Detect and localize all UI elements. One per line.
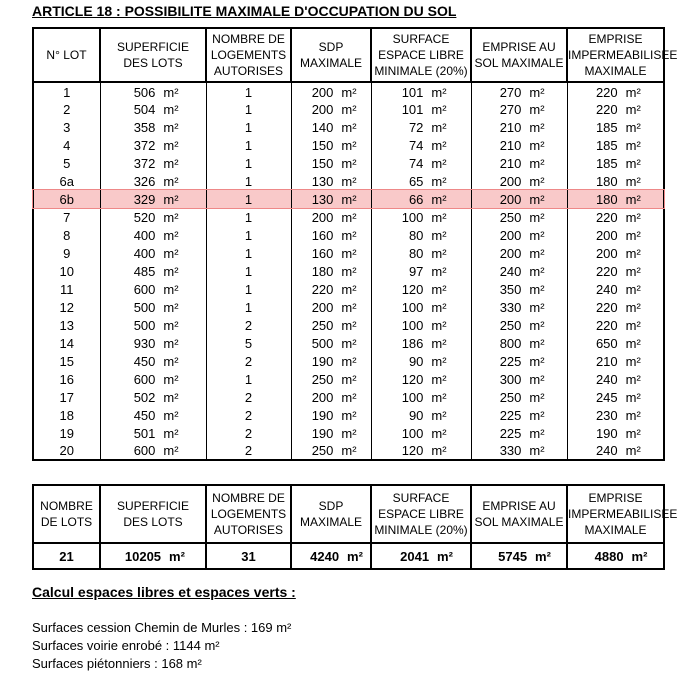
cell-emp: 200 m²: [471, 244, 567, 262]
cell-emp: 330 m²: [471, 298, 567, 316]
cell-lot: 9: [33, 244, 100, 262]
cell-lot: 2: [33, 100, 100, 118]
cell-imp: 220 m²: [567, 316, 664, 334]
cell-esp: 72 m²: [371, 118, 471, 136]
table-row: [33, 424, 664, 442]
table-row: [33, 136, 664, 154]
cell-sup: 400 m²: [100, 226, 206, 244]
cell-esp: 101 m²: [371, 100, 471, 118]
cell-sdp: 200 m²: [291, 100, 371, 118]
cell-esp: 100 m²: [371, 316, 471, 334]
cell-esp: 65 m²: [371, 172, 471, 190]
cell-esp: 100 m²: [371, 298, 471, 316]
lots-header-4: SURFACE ESPACE LIBRE MINIMALE (20%): [371, 28, 471, 82]
cell-lot: 15: [33, 352, 100, 370]
cell-sup: 372 m²: [100, 154, 206, 172]
table-row: [33, 190, 664, 208]
cell-imp: 245 m²: [567, 388, 664, 406]
cell-esp: 74 m²: [371, 136, 471, 154]
cell-emp: 225 m²: [471, 352, 567, 370]
cell-sup: 502 m²: [100, 388, 206, 406]
cell-imp: 185 m²: [567, 154, 664, 172]
cell-log: 1: [206, 118, 291, 136]
cell-sdp: 190 m²: [291, 352, 371, 370]
cell-sdp: 500 m²: [291, 334, 371, 352]
cell-esp: 80 m²: [371, 226, 471, 244]
cell-sup: 372 m²: [100, 136, 206, 154]
totals-header-3: SDP MAXIMALE: [291, 485, 371, 543]
lots-table: [32, 27, 678, 461]
cell-emp: 330 m²: [471, 442, 567, 460]
cell-imp: 185 m²: [567, 118, 664, 136]
totals-table: [32, 484, 678, 570]
cell-imp: 200 m²: [567, 226, 664, 244]
cell-lot: 17: [33, 388, 100, 406]
cell-imp: 240 m²: [567, 442, 664, 460]
cell-sdp: 160 m²: [291, 226, 371, 244]
cell-emp: 210 m²: [471, 118, 567, 136]
table-row: [33, 406, 664, 424]
cell-lot: 16: [33, 370, 100, 388]
cell-emp: 210 m²: [471, 136, 567, 154]
cell-lot: 5: [33, 154, 100, 172]
cell-lot: 6b: [33, 190, 100, 208]
table-row: [33, 352, 664, 370]
totals-header-1: SUPERFICIE DES LOTS: [100, 485, 206, 543]
cell-log: 1: [206, 136, 291, 154]
cell-imp: 180 m²: [567, 172, 664, 190]
cell-sup: 600 m²: [100, 370, 206, 388]
cell-sdp: 160 m²: [291, 244, 371, 262]
cell-sup: 400 m²: [100, 244, 206, 262]
table-row: [33, 208, 664, 226]
cell-sdp: 150 m²: [291, 136, 371, 154]
lots-header-6: EMPRISE IMPERMEABILISEE MAXIMALE: [567, 28, 664, 82]
cell-emp: 350 m²: [471, 280, 567, 298]
cell-sup: 450 m²: [100, 352, 206, 370]
cell-imp: 180 m²: [567, 190, 664, 208]
table-row: [33, 244, 664, 262]
cell-sdp: 130 m²: [291, 190, 371, 208]
cell-esp: 101 m²: [371, 82, 471, 100]
cell-sdp: 140 m²: [291, 118, 371, 136]
cell-emp: 270 m²: [471, 100, 567, 118]
cell-log: 1: [206, 208, 291, 226]
cession-line: Surfaces cession Chemin de Murles : 169 m²: [32, 620, 292, 635]
table-row: [33, 226, 664, 244]
totals-header-6: EMPRISE IMPERMEABILISEE MAXIMALE: [567, 485, 664, 543]
cell-esp: 120 m²: [371, 280, 471, 298]
cell-esp: 120 m²: [371, 370, 471, 388]
section-title: Calcul espaces libres et espaces verts :: [32, 584, 296, 600]
lots-header-1: SUPERFICIE DES LOTS: [100, 28, 206, 82]
table-row: [33, 370, 664, 388]
cell-lot: 3: [33, 118, 100, 136]
cell-log: 1: [206, 190, 291, 208]
cell-imp: 240 m²: [567, 370, 664, 388]
cell-sup: 485 m²: [100, 262, 206, 280]
article-title: ARTICLE 18 : POSSIBILITE MAXIMALE D'OCCUPATION DU SOL: [32, 3, 457, 19]
cell-log: 1: [206, 262, 291, 280]
table-row: [33, 298, 664, 316]
table-row: [33, 100, 664, 118]
cell-log: 2: [206, 442, 291, 460]
cell-emp: 5745 m²: [471, 543, 567, 569]
cell-lot: 13: [33, 316, 100, 334]
cell-log: 1: [206, 244, 291, 262]
cell-lots-count: 21: [33, 543, 100, 569]
pietonniers-line: Surfaces piétonniers : 168 m²: [32, 656, 202, 671]
cell-sup: 501 m²: [100, 424, 206, 442]
table-row: [33, 118, 664, 136]
cell-log: 2: [206, 352, 291, 370]
cell-sup: 504 m²: [100, 100, 206, 118]
cell-sdp: 130 m²: [291, 172, 371, 190]
cell-sup: 450 m²: [100, 406, 206, 424]
cell-sdp: 250 m²: [291, 316, 371, 334]
cell-esp: 66 m²: [371, 190, 471, 208]
cell-lot: 11: [33, 280, 100, 298]
cell-log: 31: [206, 543, 291, 569]
cell-emp: 240 m²: [471, 262, 567, 280]
table-row: [33, 334, 664, 352]
cell-imp: 4880 m²: [567, 543, 664, 569]
cell-esp: 100 m²: [371, 424, 471, 442]
voirie-line: Surfaces voirie enrobé : 1144 m²: [32, 638, 220, 653]
cell-sdp: 4240 m²: [291, 543, 371, 569]
totals-header-0: NOMBRE DE LOTS: [33, 485, 100, 543]
cell-sdp: 200 m²: [291, 298, 371, 316]
cell-imp: 190 m²: [567, 424, 664, 442]
cell-lot: 20: [33, 442, 100, 460]
cell-lot: 6a: [33, 172, 100, 190]
cell-esp: 90 m²: [371, 406, 471, 424]
cell-emp: 200 m²: [471, 190, 567, 208]
cell-sdp: 220 m²: [291, 280, 371, 298]
cell-imp: 220 m²: [567, 82, 664, 100]
cell-emp: 200 m²: [471, 172, 567, 190]
cell-emp: 250 m²: [471, 316, 567, 334]
cell-emp: 270 m²: [471, 82, 567, 100]
lots-header-3: SDP MAXIMALE: [291, 28, 371, 82]
totals-header-2: NOMBRE DE LOGEMENTS AUTORISES: [206, 485, 291, 543]
cell-esp: 100 m²: [371, 388, 471, 406]
cell-log: 1: [206, 226, 291, 244]
cell-log: 1: [206, 280, 291, 298]
cell-sup: 500 m²: [100, 316, 206, 334]
totals-header-4: SURFACE ESPACE LIBRE MINIMALE (20%): [371, 485, 471, 543]
cell-esp: 97 m²: [371, 262, 471, 280]
table-row: [33, 316, 664, 334]
cell-log: 1: [206, 82, 291, 100]
cell-sup: 600 m²: [100, 280, 206, 298]
cell-imp: 185 m²: [567, 136, 664, 154]
cell-sdp: 200 m²: [291, 388, 371, 406]
cell-sdp: 200 m²: [291, 208, 371, 226]
cell-imp: 220 m²: [567, 208, 664, 226]
cell-lot: 4: [33, 136, 100, 154]
cell-emp: 200 m²: [471, 226, 567, 244]
cell-imp: 240 m²: [567, 280, 664, 298]
cell-emp: 225 m²: [471, 406, 567, 424]
cell-imp: 220 m²: [567, 100, 664, 118]
cell-sdp: 250 m²: [291, 442, 371, 460]
totals-header-5: EMPRISE AU SOL MAXIMALE: [471, 485, 567, 543]
cell-sdp: 200 m²: [291, 82, 371, 100]
cell-lot: 8: [33, 226, 100, 244]
cell-lot: 18: [33, 406, 100, 424]
cell-esp: 100 m²: [371, 208, 471, 226]
table-row: [33, 442, 664, 460]
cell-log: 1: [206, 154, 291, 172]
cell-esp: 80 m²: [371, 244, 471, 262]
cell-esp: 186 m²: [371, 334, 471, 352]
cell-log: 1: [206, 370, 291, 388]
cell-sdp: 190 m²: [291, 406, 371, 424]
cell-lot: 19: [33, 424, 100, 442]
lots-header-2: NOMBRE DE LOGEMENTS AUTORISES: [206, 28, 291, 82]
table-row: [33, 262, 664, 280]
cell-sdp: 190 m²: [291, 424, 371, 442]
cell-sup: 329 m²: [100, 190, 206, 208]
cell-log: 2: [206, 316, 291, 334]
cell-lot: 7: [33, 208, 100, 226]
cell-emp: 210 m²: [471, 154, 567, 172]
table-row: [33, 280, 664, 298]
cell-sdp: 180 m²: [291, 262, 371, 280]
cell-sdp: 250 m²: [291, 370, 371, 388]
cell-imp: 230 m²: [567, 406, 664, 424]
cell-log: 5: [206, 334, 291, 352]
cell-lot: 12: [33, 298, 100, 316]
cell-sup: 600 m²: [100, 442, 206, 460]
lots-header-5: EMPRISE AU SOL MAXIMALE: [471, 28, 567, 82]
cell-esp: 2041 m²: [371, 543, 471, 569]
cell-sup: 10205 m²: [100, 543, 206, 569]
cell-imp: 210 m²: [567, 352, 664, 370]
cell-sup: 506 m²: [100, 82, 206, 100]
cell-emp: 300 m²: [471, 370, 567, 388]
table-row: [33, 172, 664, 190]
table-row: [33, 388, 664, 406]
cell-log: 1: [206, 100, 291, 118]
cell-log: 2: [206, 424, 291, 442]
cell-emp: 250 m²: [471, 208, 567, 226]
cell-esp: 74 m²: [371, 154, 471, 172]
cell-log: 2: [206, 406, 291, 424]
cell-log: 1: [206, 298, 291, 316]
cell-sup: 520 m²: [100, 208, 206, 226]
cell-imp: 200 m²: [567, 244, 664, 262]
cell-emp: 800 m²: [471, 334, 567, 352]
table-row: [33, 82, 664, 100]
cell-sup: 930 m²: [100, 334, 206, 352]
totals-row: [33, 543, 664, 569]
cell-log: 2: [206, 388, 291, 406]
cell-log: 1: [206, 172, 291, 190]
cell-sup: 358 m²: [100, 118, 206, 136]
cell-imp: 220 m²: [567, 298, 664, 316]
table-row: [33, 154, 664, 172]
cell-emp: 225 m²: [471, 424, 567, 442]
cell-sdp: 150 m²: [291, 154, 371, 172]
cell-emp: 250 m²: [471, 388, 567, 406]
cell-imp: 650 m²: [567, 334, 664, 352]
cell-esp: 120 m²: [371, 442, 471, 460]
cell-sup: 326 m²: [100, 172, 206, 190]
cell-esp: 90 m²: [371, 352, 471, 370]
lots-header-0: N° LOT: [33, 28, 100, 82]
cell-lot: 10: [33, 262, 100, 280]
cell-imp: 220 m²: [567, 262, 664, 280]
cell-lot: 14: [33, 334, 100, 352]
cell-lot: 1: [33, 82, 100, 100]
cell-sup: 500 m²: [100, 298, 206, 316]
